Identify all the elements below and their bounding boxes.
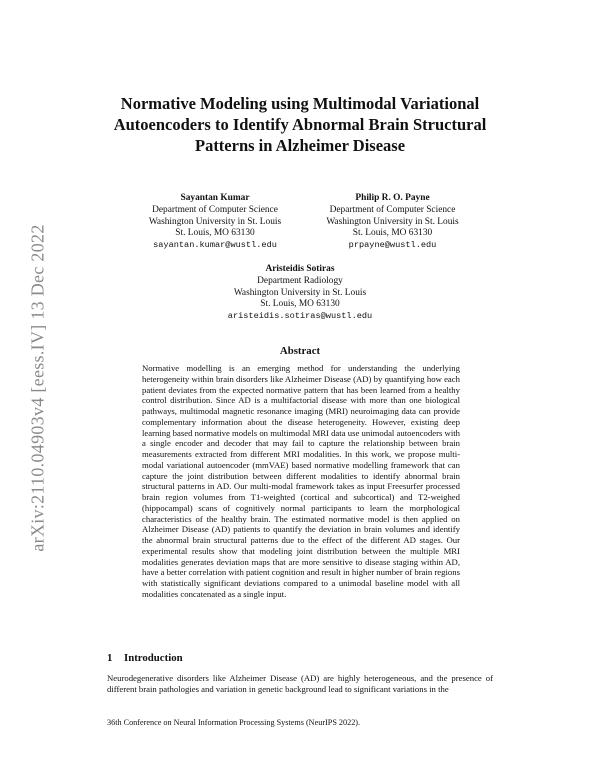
author-institution: Washington University in St. Louis	[326, 216, 459, 227]
author-block	[130, 193, 300, 252]
author-block	[305, 193, 480, 252]
paper-title: Normative Modeling using Multimodal Variational Autoencoders to Identify Abnormal Brain Structural Patterns in Alzheimer Disease	[113, 94, 487, 155]
arxiv-identifier: arXiv:2110.04903v4 [eess.IV] 13 Dec 2022	[27, 224, 48, 552]
author-name: Philip R. O. Payne	[355, 193, 430, 203]
author-email[interactable]: prpayne@wustl.edu	[348, 240, 437, 251]
author-institution: Washington University in St. Louis	[233, 287, 367, 298]
abstract-heading: Abstract	[279, 345, 321, 357]
author-department: Department Radiology	[257, 275, 343, 286]
author-department: Department of Computer Science	[329, 204, 456, 215]
author-department: Department of Computer Science	[152, 204, 278, 215]
author-address: St. Louis, MO 63130	[175, 228, 255, 239]
author-name: Sayantan Kumar	[180, 193, 250, 203]
author-address: St. Louis, MO 63130	[352, 228, 433, 239]
author-address: St. Louis, MO 63130	[260, 299, 340, 310]
abstract-text: Normative modelling is an emerging method for understanding the underlying heterogeneity within brain disorders like Alzheimer Disease (AD) by quantifying how each patient deviates from the expected normative pattern that has been learned from a healthy control distribution. Since AD is a multifactorial disease with more than one biological pathways, multimodal magnetic resonance imaging (MRI) neuroimaging data can provide complementary information about the disease heterogeneity. However, existing deep learning based normative models on multimodal MRI data use unimodal autoencoders with a single encoder and decoder that may fail to capture the relationship between brain measurements extracted from different MRI modalities. In this work, we propose multi-modal variational autoencoder (mmVAE) based normative modelling framework that can capture the joint distribution between different modalities to identify abnormal brain structural patterns in AD. Our multi-modal framework takes as input Freesurfer processed brain region volumes from T1-weighted (cortical and subcortical) and T2-weighed (hippocampal) scans of cognitively normal participants to learn the morphological characteristics of the healthy brain. The estimated normative model is then applied on Alzheimer Disease (AD) patients to quantify the deviation in brain volumes and identify the abnormal brain structural patterns due to the effect of the different AD stages. Our experimental results show that modeling joint distribution between the multiple MRI modalities generates deviation maps that are more sensitive to disease staging within AD, have a better correlation with patient cognition and result in higher number of brain regions with statistically significant deviations compared to a unimodal baseline model with all modalities concatenated as a single input.	[142, 363, 460, 599]
author-name: Aristeidis Sotiras	[265, 264, 335, 274]
author-email[interactable]: aristeidis.sotiras@wustl.edu	[227, 311, 373, 322]
section-title: Introduction	[124, 652, 183, 664]
author-block	[210, 264, 390, 323]
author-email[interactable]: sayantan.kumar@wustl.edu	[153, 240, 277, 251]
conference-footer: 36th Conference on Neural Information Processing Systems (NeurIPS 2022).	[107, 718, 361, 727]
intro-paragraph: Neurodegenerative disorders like Alzheimer Disease (AD) are highly heterogeneous, and the presence of different brain pathologies and variation in genetic background lead to significant variations in the	[107, 673, 493, 694]
author-institution: Washington University in St. Louis	[148, 216, 282, 227]
section-number: 1	[107, 652, 113, 664]
section-heading	[107, 652, 183, 664]
